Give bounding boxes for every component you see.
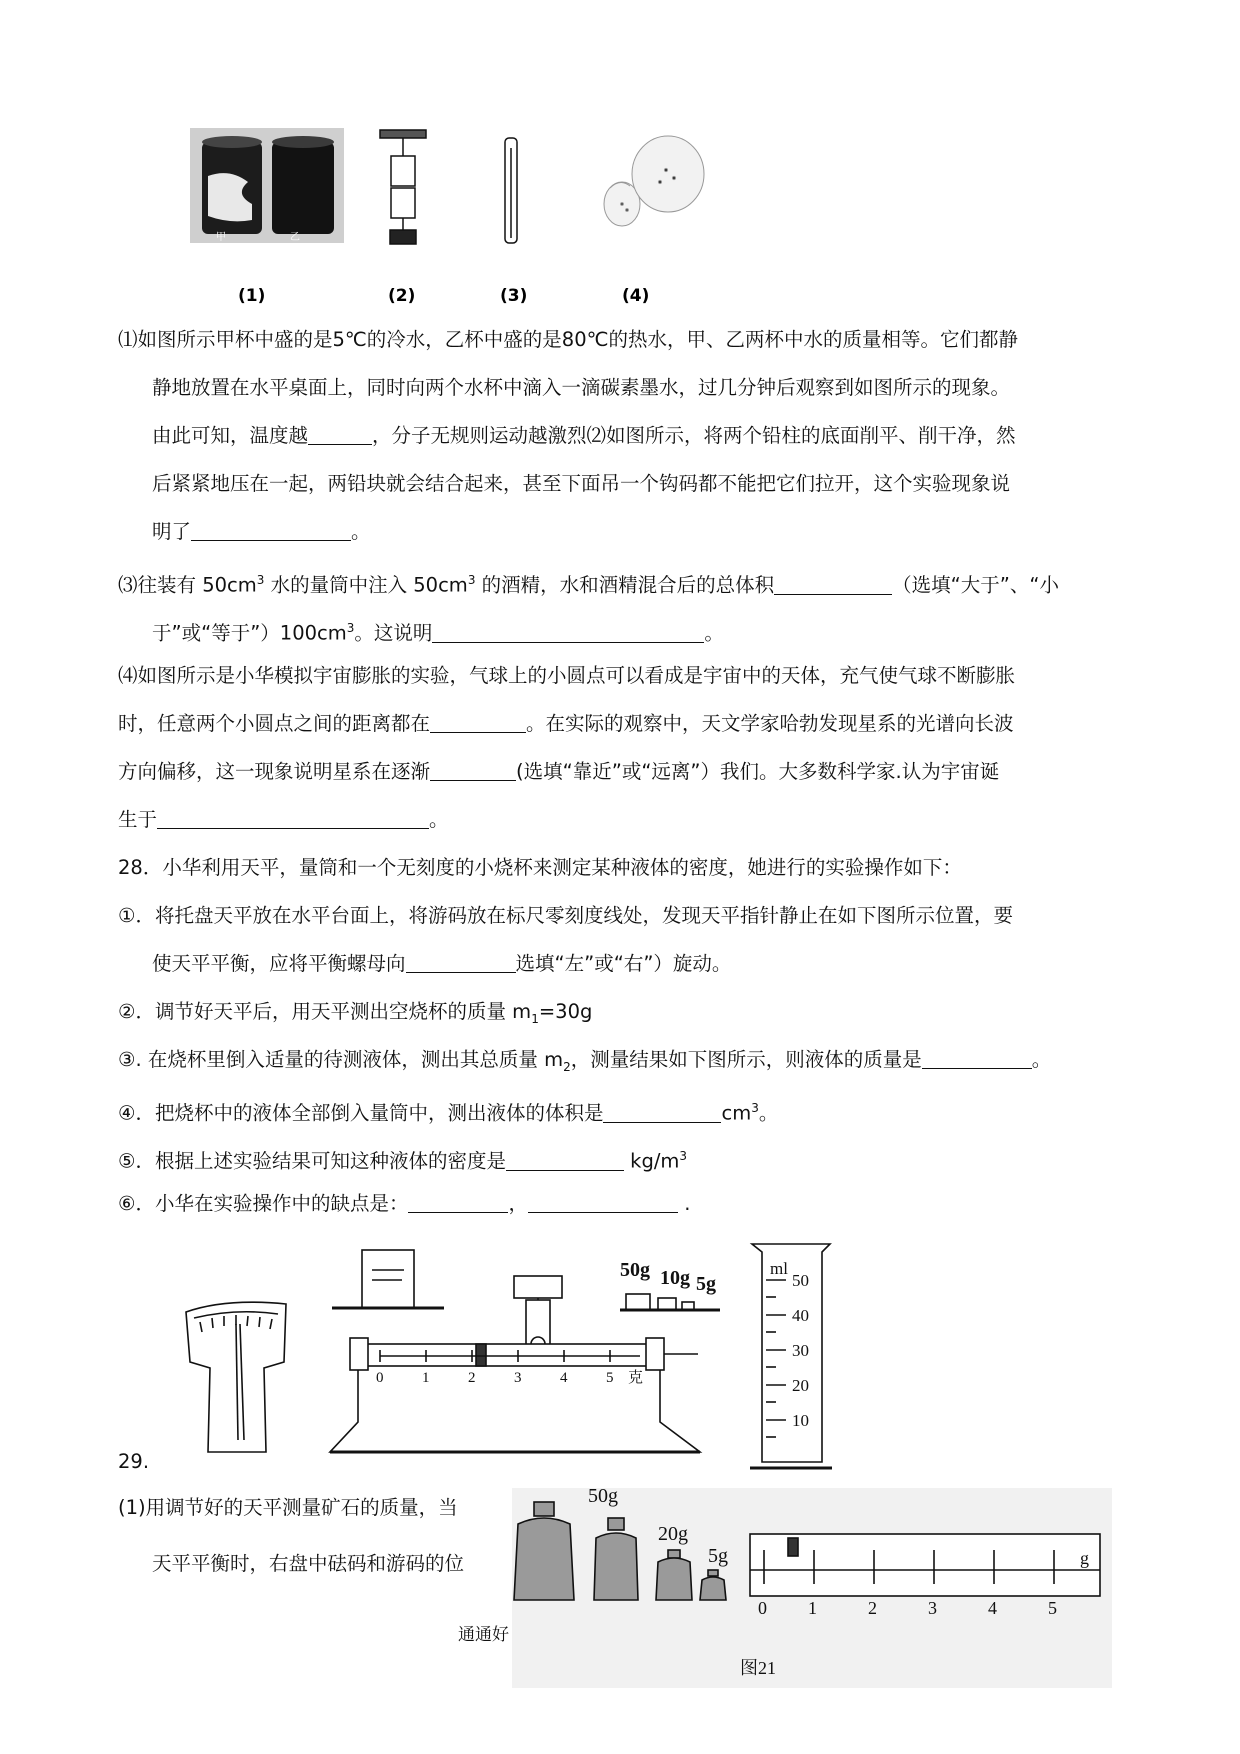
answer-blank[interactable] <box>506 1150 624 1171</box>
q29-line2: 天平平衡时，右盘中砝码和游码的位 <box>152 1552 465 1575</box>
q28-step1-line2: 使天平平衡，应将平衡螺母向 选填“左”或“右”）旋动。 <box>152 952 732 975</box>
figure-label-2: (2) <box>388 286 416 306</box>
q27-p1-line1: ⑴如图所示甲杯中盛的是5℃的冷水，乙杯中盛的是80℃的热水，甲、乙两杯中水的质量相等。它们都静 <box>118 328 1019 351</box>
answer-blank[interactable] <box>408 1192 508 1213</box>
scale-tick-1: 1 <box>422 1370 430 1386</box>
fig21-weight-50g: 50g <box>588 1488 618 1507</box>
q27-p1-line3: 由此可知，温度越 ，分子无规则运动越激烈⑵如图所示，将两个铅柱的底面削平、削干净，然 <box>152 424 1016 447</box>
weights-and-rider-drawing <box>512 1488 1112 1688</box>
cylinder-tick-50: 50 <box>792 1271 809 1290</box>
balance-pointer-figure <box>186 1302 286 1452</box>
q28-step2: ②．调节好天平后，用天平测出空烧杯的质量 $m_1=30g$ <box>118 1000 593 1026</box>
fig21-tick-1: 1 <box>808 1598 817 1618</box>
apparatus-figure <box>180 1240 900 1484</box>
q28-step4: ④．把烧杯中的液体全部倒入量筒中，测出液体的体积是 $cm^3$。 <box>118 1101 779 1125</box>
fig21-weight-20g: 20g <box>658 1523 688 1545</box>
cylinder-tick-20: 20 <box>792 1376 809 1395</box>
figure-21 <box>512 1488 1112 1692</box>
weight-5g: 5g <box>696 1273 716 1295</box>
graduated-cylinder-figure <box>750 1244 832 1468</box>
footer-text: 通通好 <box>458 1625 509 1645</box>
scale-tick-4: 4 <box>560 1370 568 1386</box>
balance-and-cylinder-drawing <box>180 1240 900 1480</box>
answer-blank[interactable] <box>528 1192 678 1213</box>
balloons-figure <box>604 136 704 226</box>
scale-tick-0: 0 <box>376 1370 384 1386</box>
answer-blank[interactable] <box>191 520 351 541</box>
weight-10g: 10g <box>660 1267 690 1289</box>
answer-blank[interactable] <box>432 622 704 643</box>
answer-blank[interactable] <box>922 1048 1032 1069</box>
scale-unit: 克 <box>628 1370 644 1386</box>
q28-step3: ③. 在烧杯里倒入适量的待测液体，测出其总质量 $m_2$，测量结果如下图所示，则液体的质量是 。 <box>118 1048 1052 1074</box>
answer-blank[interactable] <box>157 808 429 829</box>
mixing-tube-figure <box>505 138 517 243</box>
q28-step5: ⑤．根据上述实验结果可知这种液体的密度是 $kg/m^3$ <box>118 1149 688 1173</box>
q28-step1-line1: ①．将托盘天平放在水平台面上，将游码放在标尺零刻度线处，发现天平指针静止在如下图所示位置，要 <box>118 904 1013 927</box>
answer-blank[interactable] <box>430 712 526 733</box>
cylinder-unit: ml <box>770 1259 788 1278</box>
q29-number: 29. <box>118 1450 150 1473</box>
fig21-tick-2: 2 <box>868 1598 877 1618</box>
scale-tick-2: 2 <box>468 1370 476 1386</box>
q27-p4-line3: 方向偏移，这一现象说明星系在逐渐 (选填“靠近”或“远离”）我们。大多数科学家.认为宇宙诞 <box>118 760 1000 783</box>
answer-blank[interactable] <box>308 424 372 445</box>
cup-label-yi: 乙 <box>290 232 300 243</box>
q27-p3-line1: ⑶往装有 $50cm^3$ 水的量筒中注入 $50cm^3$ 的酒精，水和酒精混合后的总体积 （选填“大于”、“小 <box>118 573 1059 597</box>
figure-strip <box>190 128 920 308</box>
scale-tick-3: 3 <box>514 1370 522 1386</box>
fig21-tick-0: 0 <box>758 1598 767 1618</box>
figure-label-1: (1) <box>238 286 266 306</box>
q27-p1-line2: 静地放置在水平桌面上，同时向两个水杯中滴入一滴碳素墨水，过几分钟后观察到如图所示的现象。 <box>152 376 1011 399</box>
answer-blank[interactable] <box>603 1102 721 1123</box>
fig21-caption: 图21 <box>740 1658 776 1678</box>
cup-label-jia: 甲 <box>216 232 226 243</box>
fig21-weight-5g: 5g <box>708 1545 728 1567</box>
q28-step6: ⑥．小华在实验操作中的缺点是： ， . <box>118 1192 691 1215</box>
fig21-unit: g <box>1080 1548 1089 1568</box>
ink-cups-figure <box>190 128 344 243</box>
q28-intro: 28．小华利用天平，量筒和一个无刻度的小烧杯来测定某种液体的密度，她进行的实验操作如下： <box>118 856 962 879</box>
answer-blank[interactable] <box>774 574 892 595</box>
lead-cylinders-figure <box>380 130 426 244</box>
q29-line1: (1)用调节好的天平测量矿石的质量，当 <box>118 1496 458 1519</box>
q27-p1-line5: 明了 。 <box>152 520 371 543</box>
experiment-figures <box>190 128 920 308</box>
answer-blank[interactable] <box>430 760 516 781</box>
scale-tick-5: 5 <box>606 1370 614 1386</box>
figure-label-3: (3) <box>500 286 528 306</box>
q27-p1-line4: 后紧紧地压在一起，两铅块就会结合起来，甚至下面吊一个钩码都不能把它们拉开，这个实验现象说 <box>152 472 1011 495</box>
q27-p3-line2: 于”或“等于$”)100cm^3$。这说明 。 <box>152 621 724 645</box>
q27-p4-line2: 时，任意两个小圆点之间的距离都在 。在实际的观察中，天文学家哈勃发现星系的光谱向长波 <box>118 712 1014 735</box>
weight-50g: 50g <box>620 1259 650 1281</box>
q27-p4-line4: 生于 。 <box>118 808 449 831</box>
fig21-tick-3: 3 <box>928 1598 937 1618</box>
rider-ruler-figure <box>750 1534 1100 1596</box>
fig21-tick-4: 4 <box>988 1598 997 1618</box>
cylinder-tick-10: 10 <box>792 1411 809 1430</box>
fig21-tick-5: 5 <box>1048 1598 1057 1618</box>
q27-p4-line1: ⑷如图所示是小华模拟宇宙膨胀的实验，气球上的小圆点可以看成是宇宙中的天体，充气使气球不断膨胀 <box>118 664 1016 687</box>
figure-label-4: (4) <box>622 286 650 306</box>
answer-blank[interactable] <box>406 952 516 973</box>
cylinder-tick-30: 30 <box>792 1341 809 1360</box>
cylinder-tick-40: 40 <box>792 1306 809 1325</box>
